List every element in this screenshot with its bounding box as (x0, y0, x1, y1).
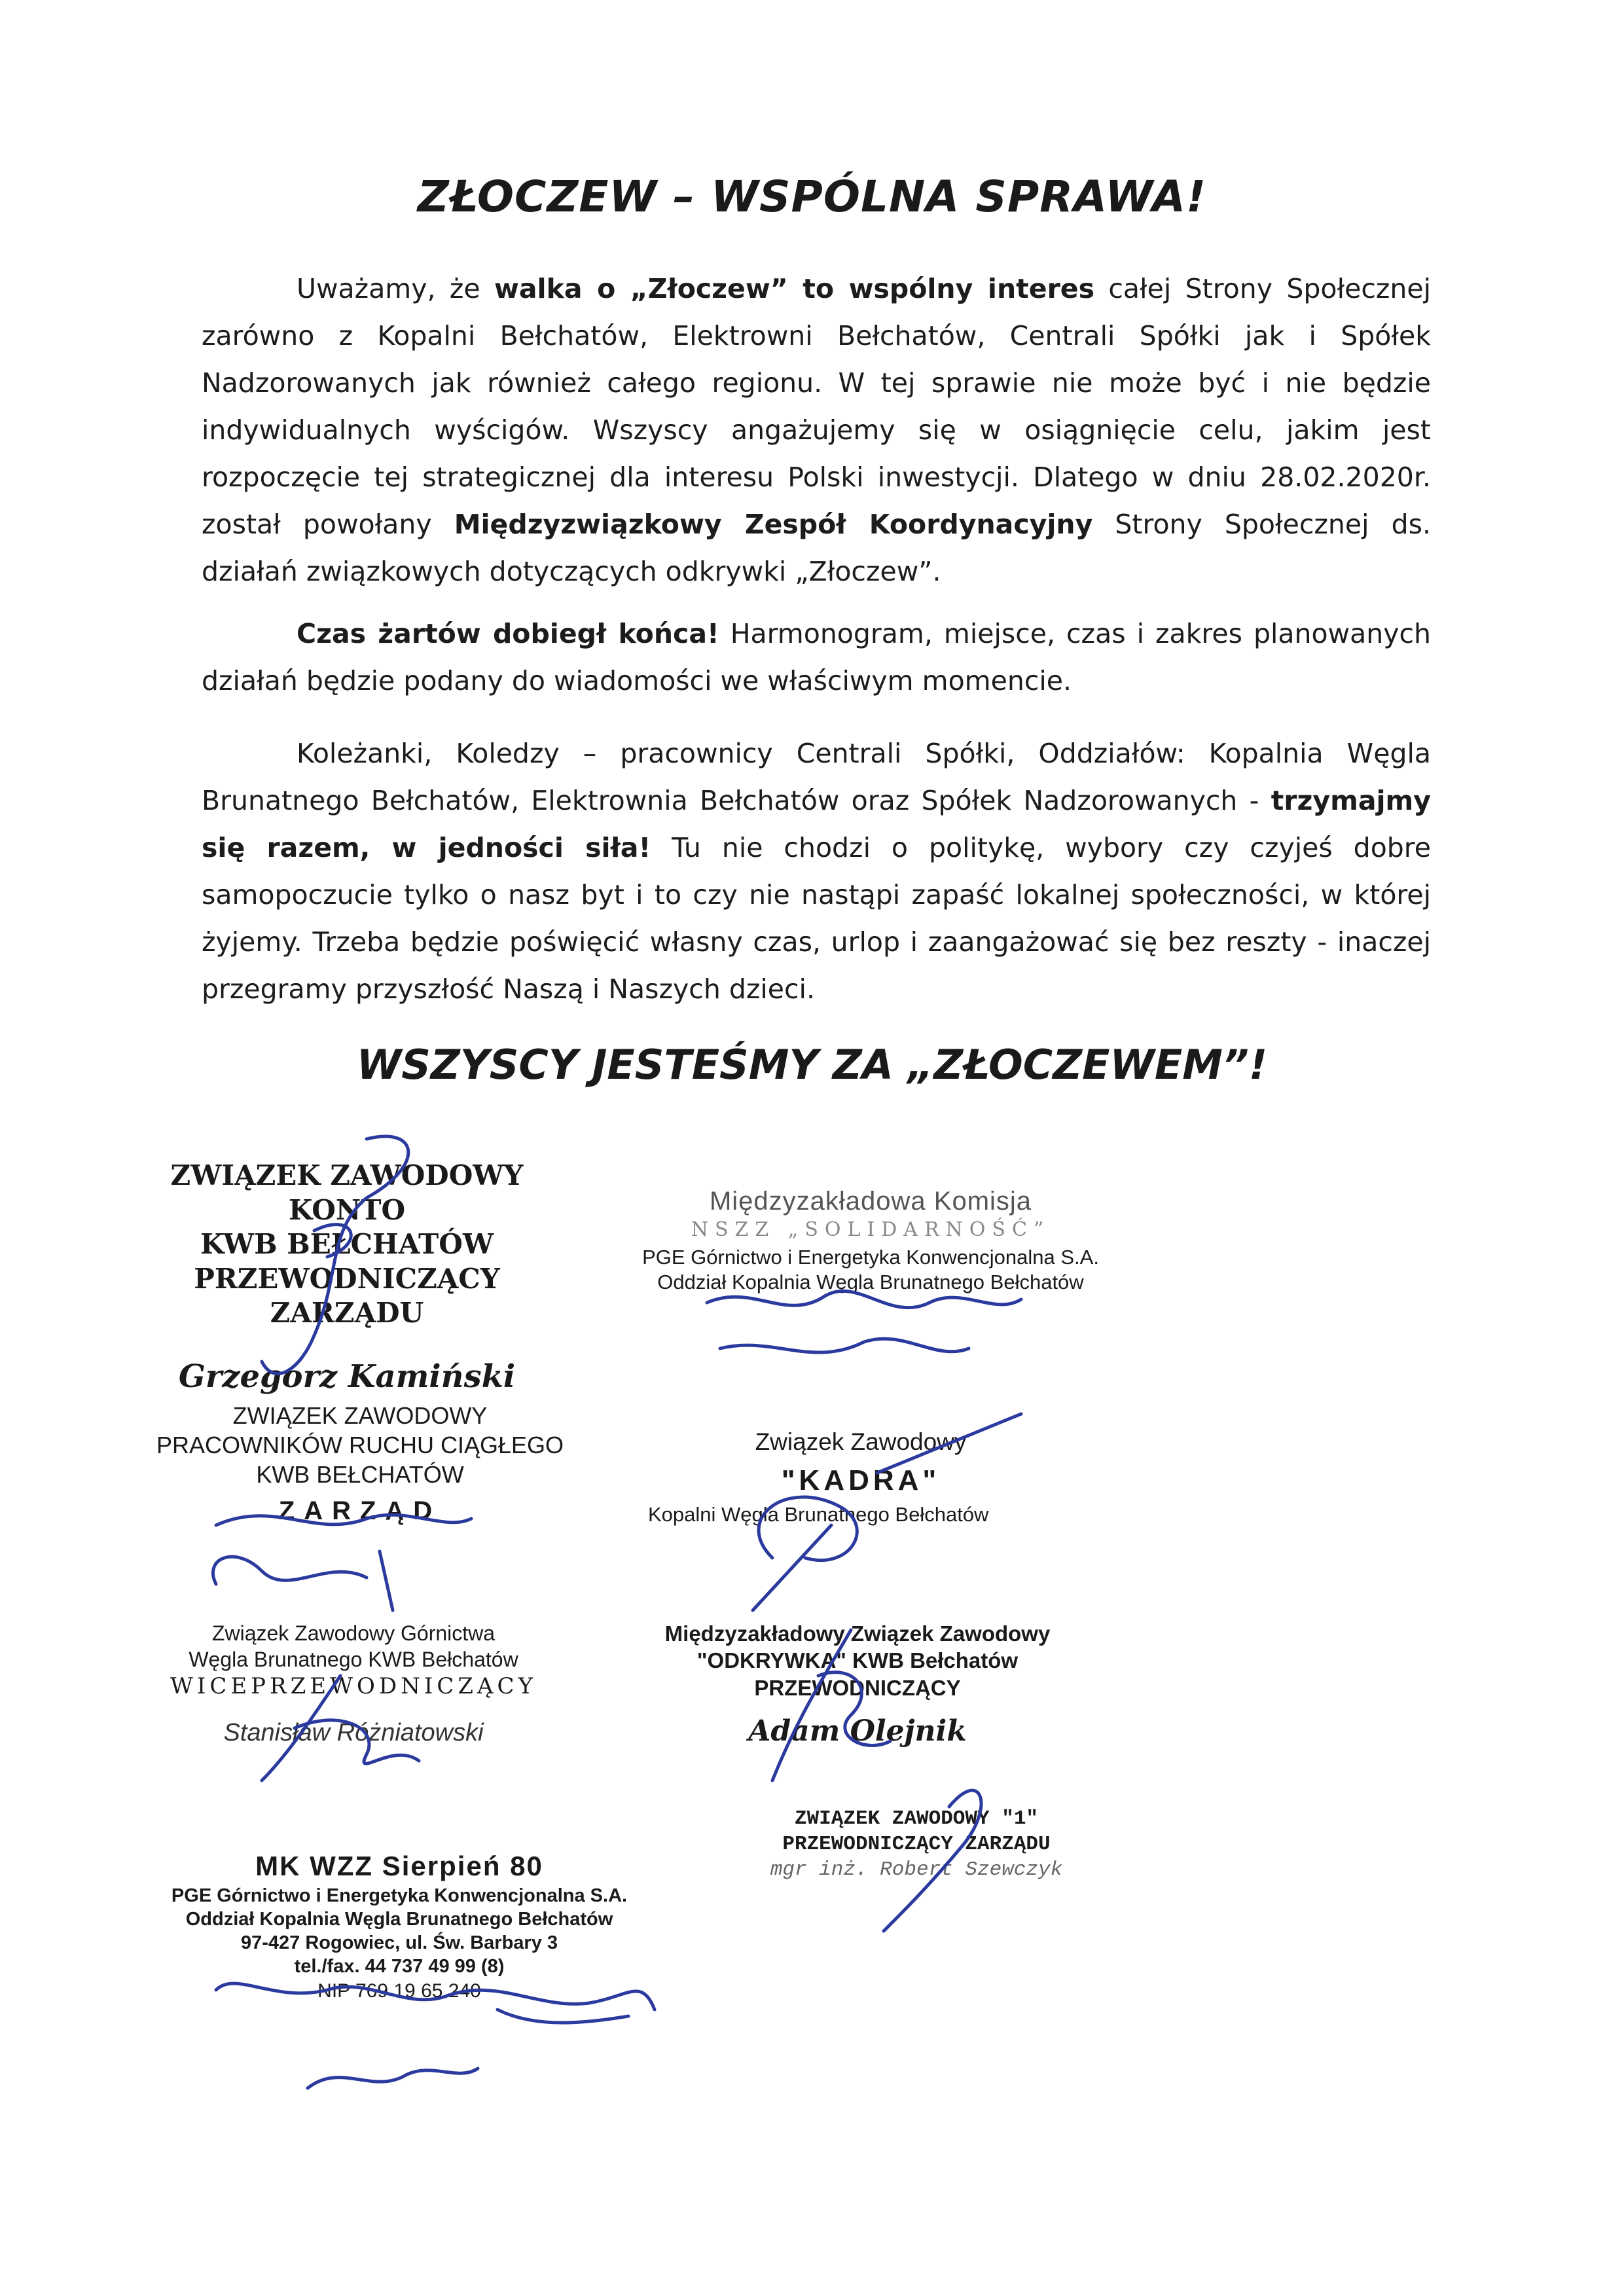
stamp-line: PRZEWODNICZĄCY ZARZĄDU (194, 1262, 500, 1329)
stamp-line: PRACOWNIKÓW RUCHU CIĄGŁEGO (156, 1432, 564, 1458)
p1-bold-2: Międzyzwiązkowy Zespół Koordynacyjny (454, 509, 1093, 540)
stamp-signatory-name: Grzegorz Kamiński (178, 1358, 516, 1395)
p1-text-1: Uważamy, że (297, 273, 494, 304)
stamp-line: Węgla Brunatnego KWB Bełchatów (189, 1648, 518, 1671)
stamp-line: WICEPRZEWODNICZĄCY (170, 1673, 537, 1699)
p3-text-1: Koleżanki, Koledzy – pracownicy Centrali Spółki, Oddziałów: Kopalnia Węgla Brunatnego Bełchatów, Elektrownia Bełchatów oraz Spółek Nadzorowanych - (202, 738, 1431, 816)
stamp-line: ZARZĄD (278, 1496, 442, 1525)
stamp-line: Kopalni Węgla Brunatnego Bełchatów (648, 1503, 989, 1527)
p1-bold-1: walka o „Złoczew” to wspólny interes (494, 273, 1094, 304)
stamp-line: Międzyzakładowy Związek Zawodowy (664, 1621, 1051, 1646)
stamp-line: "KADRA" (781, 1464, 941, 1497)
stamp-line: NIP 769 19 65 240 (317, 1979, 481, 2002)
stamp-zz-odkrywka (628, 1620, 1087, 1749)
stamp-line: ZWIĄZEK ZAWODOWY "1" (794, 1807, 1039, 1830)
signature-solidarnosc (707, 1291, 1021, 1352)
p3-text-2: Tu nie chodzi o politykę, wybory czy czyjeś dobre samopoczucie tylko o nasz byt i to czy nie nastąpi zapaść lokalnej społeczności, w której żyjemy. Trzeba będzie poświęcić własny czas, urlop i zaangażować się bez reszty - inaczej przegramy przyszłość Naszą i Naszych dzieci. (202, 832, 1431, 1005)
stamp-wzz-sierpien-80 (164, 1849, 635, 2003)
stamp-line: Związek Zawodowy (755, 1428, 967, 1455)
stamp-line: MK WZZ Sierpień 80 (255, 1851, 543, 1881)
stamp-line: KWB BEŁCHATÓW (256, 1461, 464, 1488)
stamp-line: PRZEWODNICZĄCY (754, 1675, 961, 1700)
p2-bold-1: Czas żartów dobiegł końca! (297, 618, 719, 649)
paragraph-2 (202, 610, 1431, 704)
paragraph-1 (202, 265, 1431, 595)
document-title: ZŁOCZEW – WSPÓLNA SPRAWA! (417, 172, 1207, 222)
paragraph-3 (202, 730, 1431, 1013)
p2-text-1: Harmonogram, miejsce, czas i zakres planowanych działań będzie podany do wiadomości we właściwym momencie. (202, 618, 1431, 696)
stamp-zz-konto (118, 1159, 576, 1396)
stamp-line: KWB BEŁCHATÓW (200, 1228, 494, 1260)
stamp-line: ZWIĄZEK ZAWODOWY KONTO (170, 1159, 524, 1226)
stamp-line: Międzyzakładowa Komisja (709, 1187, 1032, 1216)
stamp-signatory-name: Stanisław Różniatowski (223, 1718, 484, 1746)
stamp-line: NSZZ „SOLIDARNOŚĆ” (691, 1218, 1051, 1241)
stamp-solidarnosc (609, 1185, 1132, 1295)
stamp-line: PGE Górnictwo i Energetyka Konwencjonalna S.A. (171, 1885, 628, 1906)
stamp-line: PGE Górnictwo i Energetyka Konwencjonalna S.A. (642, 1245, 1099, 1269)
stamp-zz-ruch-ciaglego (131, 1401, 589, 1527)
closing-slogan: WSZYSCY JESTEŚMY ZA „ZŁOCZEWEM”! (356, 1041, 1268, 1089)
p1-text-3: Strony Społecznej ds. działań związkowych dotyczących odkrywki „Złoczew”. (202, 509, 1431, 587)
stamp-signatory-name: mgr inż. Robert Szewczyk (770, 1858, 1063, 1881)
stamp-line: Oddział Kopalnia Węgla Brunatnego Bełchatów (657, 1271, 1084, 1294)
stamp-line: Oddział Kopalnia Węgla Brunatnego Bełchatów (185, 1908, 613, 1930)
stamp-zz-1 (753, 1807, 1080, 1883)
stamp-signatory-name: Adam Olejnik (748, 1714, 967, 1748)
signature-ruch (213, 1515, 471, 1610)
stamp-line: Związek Zawodowy Górnictwa (211, 1621, 496, 1645)
stamp-zz-gornictwa (131, 1620, 576, 1748)
p3-bold-1: trzymajmy się razem, w jedności siła! (202, 785, 1431, 863)
stamp-line: "ODKRYWKA" KWB Bełchatów (696, 1648, 1019, 1673)
stamp-line: ZWIĄZEK ZAWODOWY (232, 1402, 488, 1429)
stamp-line: PRZEWODNICZĄCY ZARZĄDU (782, 1832, 1051, 1856)
stamp-line: tel./fax. 44 737 49 99 (8) (294, 1956, 505, 1978)
stamp-line: 97-427 Rogowiec, ul. Św. Barbary 3 (240, 1932, 558, 1953)
p1-text-2: całej Strony Społecznej zarówno z Kopalni Bełchatów, Elektrowni Bełchatów, Centrali Spółki jak i Spółek Nadzorowanych jak również całego regionu. W tej sprawie nie może być i nie będzie indywidualnych wyścigów. Wszyscy angażujemy się w osiągnięcie celu, jakim jest rozpoczęcie tej strategicznej dla interesu Polski inwestycji. Dlatego w dniu 28.02.2020r. został powołany (202, 273, 1431, 540)
stamp-zz-kadra (648, 1427, 1074, 1528)
